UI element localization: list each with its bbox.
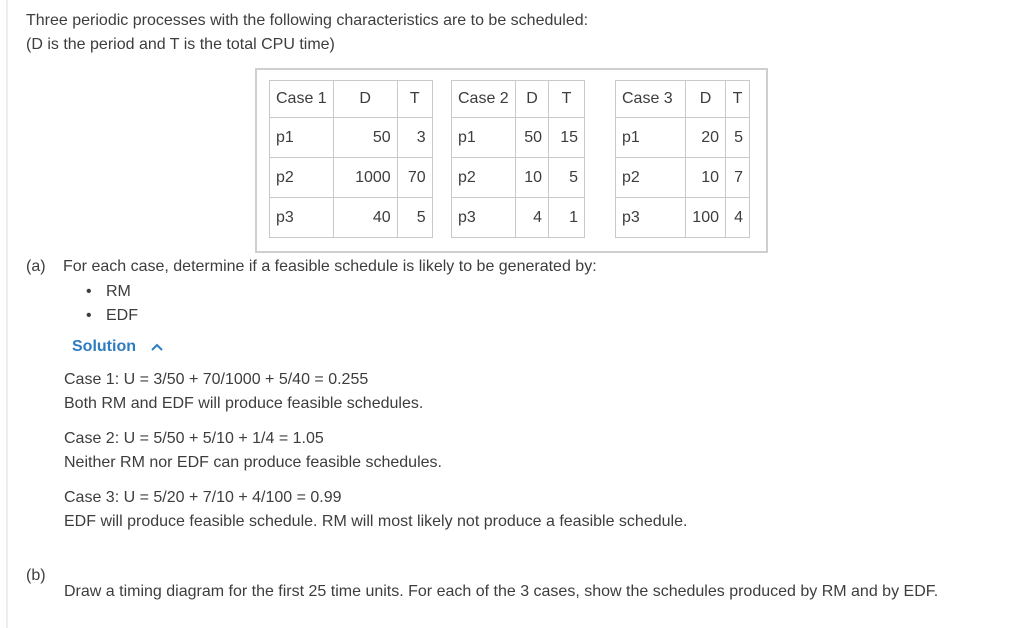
- case-label: Case 1: [270, 81, 334, 118]
- period-value: 40: [333, 198, 397, 238]
- column-t-header: T: [549, 81, 585, 118]
- cpu-time-value: 5: [726, 118, 750, 158]
- period-value: 10: [516, 158, 549, 198]
- table-row: [616, 158, 750, 198]
- period-value: 10: [686, 158, 726, 198]
- utilization-formula: Case 3: U = 5/20 + 7/10 + 4/100 = 0.99: [64, 489, 342, 506]
- feasibility-verdict: EDF will produce feasible schedule. RM will most likely not produce a feasible schedule.: [64, 513, 688, 530]
- table-header-row: [616, 81, 750, 118]
- solution-toggle-label: Solution: [72, 338, 136, 355]
- table-header-row: [270, 81, 433, 118]
- intro-line-1: Three periodic processes with the following characteristics are to be scheduled:: [26, 12, 589, 29]
- process-name: p1: [452, 118, 516, 158]
- table-row: [452, 198, 585, 238]
- cpu-time-value: 5: [397, 198, 432, 238]
- process-name: p2: [452, 158, 516, 198]
- cpu-time-value: 3: [397, 118, 432, 158]
- part-b-text: Draw a timing diagram for the first 25 time units. For each of the 3 cases, show the schedules produced by RM and by EDF.: [64, 583, 939, 600]
- cpu-time-value: 1: [549, 198, 585, 238]
- cpu-time-value: 5: [549, 158, 585, 198]
- chevron-up-icon: [150, 340, 164, 354]
- period-value: 100: [686, 198, 726, 238]
- table-row: [270, 198, 433, 238]
- utilization-formula: Case 1: U = 3/50 + 70/1000 + 5/40 = 0.255: [64, 371, 369, 388]
- process-name: p2: [616, 158, 686, 198]
- process-tables: [255, 68, 768, 253]
- intro-line-2: (D is the period and T is the total CPU time): [26, 36, 335, 53]
- process-name: p3: [616, 198, 686, 238]
- feasibility-verdict: Neither RM nor EDF can produce feasible schedules.: [64, 454, 442, 471]
- column-t-header: T: [726, 81, 750, 118]
- solution-toggle-button[interactable]: [72, 338, 164, 356]
- feasibility-verdict: Both RM and EDF will produce feasible schedules.: [64, 395, 424, 412]
- intro-text: [26, 9, 588, 57]
- list-item: • RM: [78, 280, 138, 304]
- solution-case-3: [64, 486, 687, 534]
- left-border: [6, 0, 8, 628]
- column-d-header: D: [516, 81, 549, 118]
- column-d-header: D: [333, 81, 397, 118]
- table-row: [270, 118, 433, 158]
- case-label: Case 2: [452, 81, 516, 118]
- part-a-text: For each case, determine if a feasible schedule is likely to be generated by:: [63, 258, 597, 275]
- case-1-table: [269, 80, 433, 238]
- table-row: [616, 198, 750, 238]
- process-name: p3: [270, 198, 334, 238]
- solution-case-1: [64, 368, 687, 416]
- scheduler-options-list: [78, 280, 138, 328]
- solution-content: [64, 368, 687, 545]
- table-row: [452, 118, 585, 158]
- case-3-table: [615, 80, 750, 238]
- period-value: 20: [686, 118, 726, 158]
- table-row: [616, 118, 750, 158]
- list-item: • EDF: [78, 304, 138, 328]
- table-header-row: [452, 81, 585, 118]
- process-name: p2: [270, 158, 334, 198]
- utilization-formula: Case 2: U = 5/50 + 5/10 + 1/4 = 1.05: [64, 430, 324, 447]
- cpu-time-value: 70: [397, 158, 432, 198]
- period-value: 50: [333, 118, 397, 158]
- solution-case-2: [64, 427, 687, 475]
- case-label: Case 3: [616, 81, 686, 118]
- process-name: p1: [270, 118, 334, 158]
- process-name: p3: [452, 198, 516, 238]
- process-name: p1: [616, 118, 686, 158]
- part-a-label: (a): [26, 258, 46, 275]
- period-value: 1000: [333, 158, 397, 198]
- column-d-header: D: [686, 81, 726, 118]
- table-row: [452, 158, 585, 198]
- case-2-table: [451, 80, 585, 238]
- table-row: [270, 158, 433, 198]
- part-b-label: (b): [26, 567, 46, 584]
- cpu-time-value: 7: [726, 158, 750, 198]
- period-value: 4: [516, 198, 549, 238]
- cpu-time-value: 15: [549, 118, 585, 158]
- period-value: 50: [516, 118, 549, 158]
- column-t-header: T: [397, 81, 432, 118]
- cpu-time-value: 4: [726, 198, 750, 238]
